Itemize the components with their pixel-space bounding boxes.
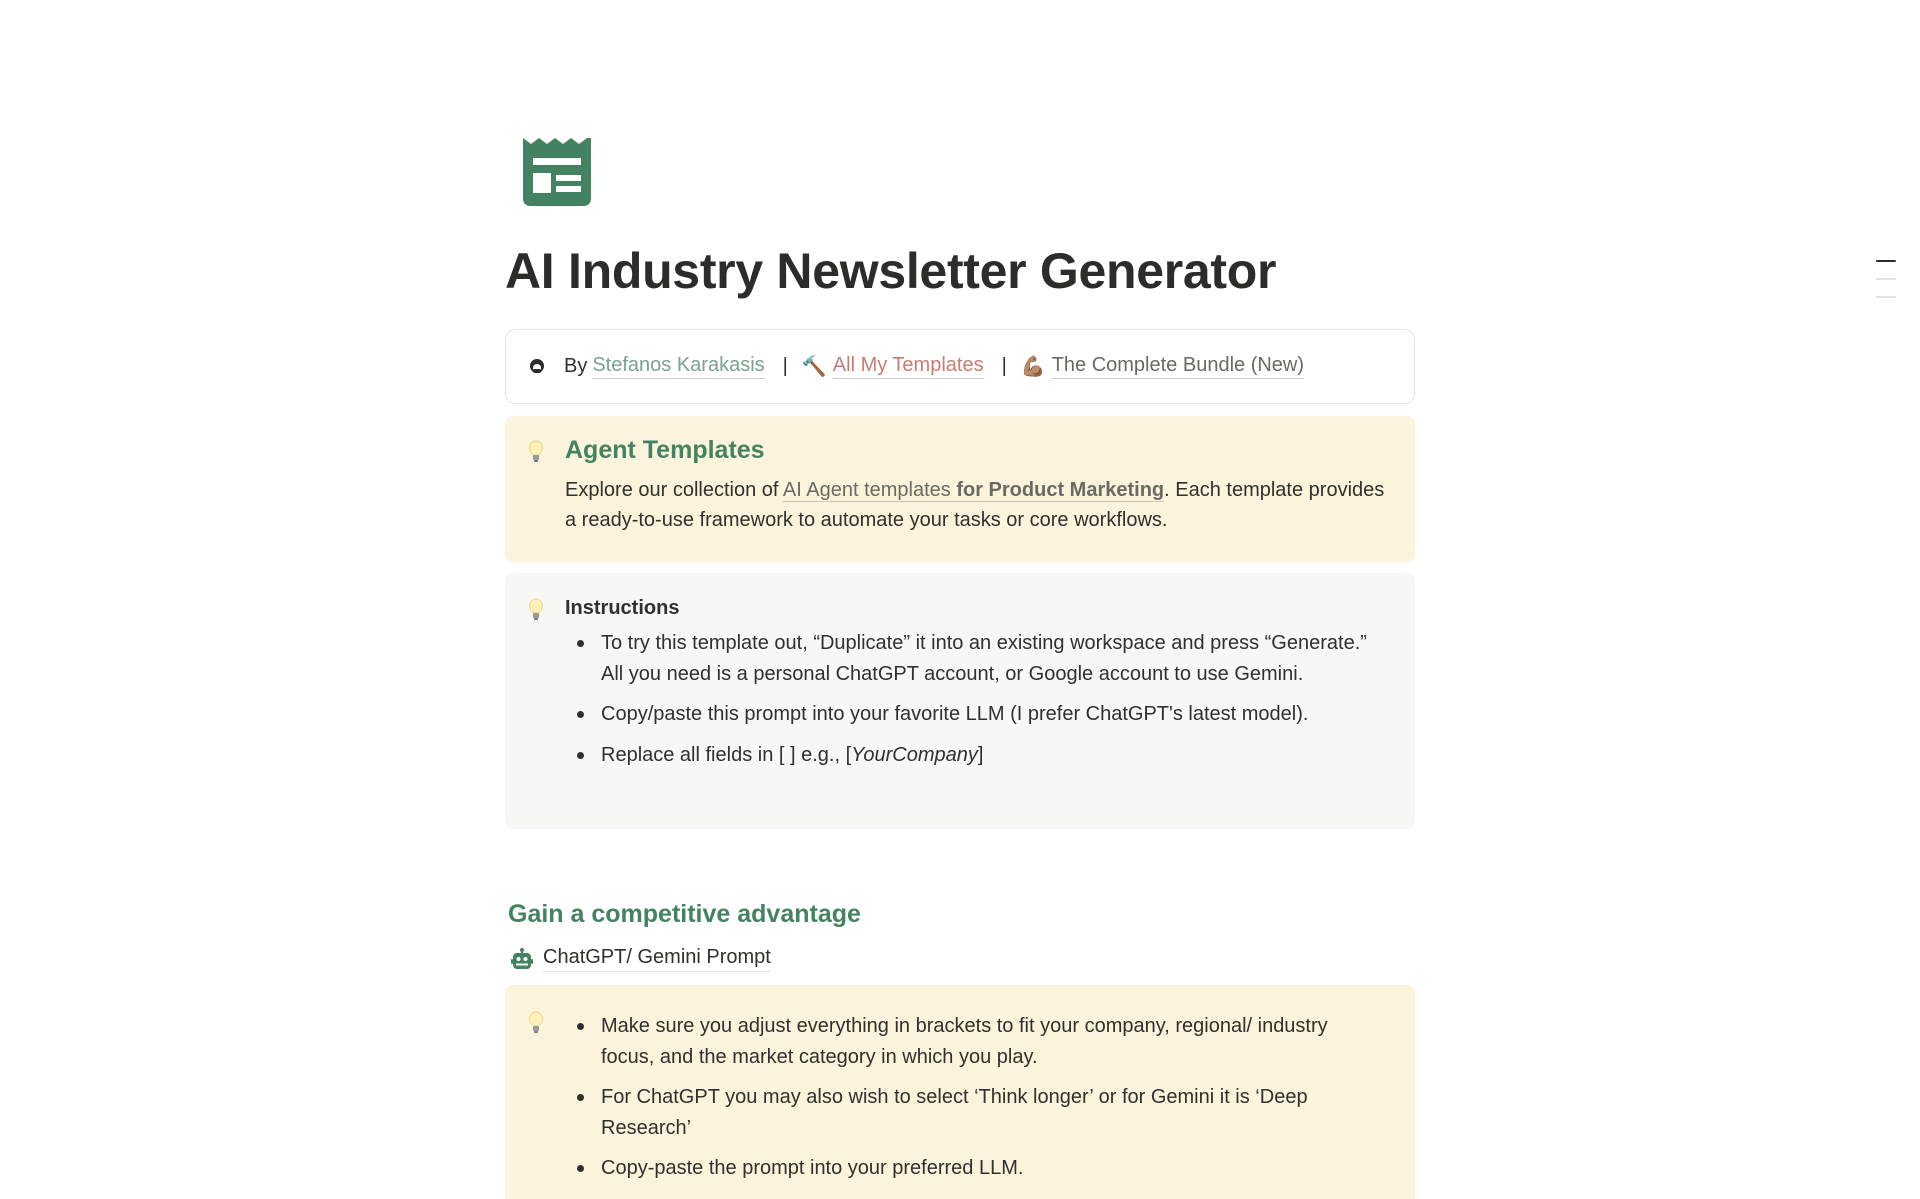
tips-list bbox=[565, 1011, 1385, 1184]
toc-item[interactable] bbox=[1876, 260, 1896, 262]
callout-body bbox=[565, 475, 1385, 535]
body-text: . Each template provides a ready-to-use framework to automate your tasks or core workflows. bbox=[565, 479, 1385, 531]
section-heading: Gain a competitive advantage bbox=[508, 900, 861, 928]
newspaper-icon[interactable] bbox=[521, 136, 593, 208]
lightbulb-icon bbox=[528, 598, 544, 622]
toc-item[interactable] bbox=[1876, 296, 1896, 298]
toc-item[interactable] bbox=[1876, 278, 1896, 280]
author-avatar bbox=[528, 358, 546, 376]
chatgpt-gemini-prompt-link[interactable] bbox=[511, 946, 771, 972]
complete-bundle-link[interactable]: The Complete Bundle (New) bbox=[1052, 354, 1304, 379]
author-link[interactable]: Stefanos Karakasis bbox=[592, 354, 764, 379]
page-title: AI Industry Newsletter Generator bbox=[505, 243, 1277, 299]
list-item: To try this template out, “Duplicate” it into an existing workspace and press “Generate.” All you need is a personal ChatGPT account, or Google account to use Gemini. bbox=[565, 628, 1385, 689]
lightbulb-icon bbox=[528, 1011, 544, 1035]
item-italic-text: YourCompany bbox=[851, 743, 978, 766]
item-text: ] bbox=[977, 743, 984, 766]
link-text-bold: for Product Marketing bbox=[956, 479, 1165, 501]
robot-icon bbox=[511, 948, 533, 970]
item-text: Replace all fields in [ ] e.g., [ bbox=[601, 743, 852, 766]
all-templates-link[interactable]: All My Templates bbox=[833, 354, 984, 379]
lightbulb-icon bbox=[528, 440, 544, 464]
list-item: For ChatGPT you may also wish to select ‘Think longer’ or for Gemini it is ‘Deep Research’ bbox=[565, 1082, 1385, 1143]
list-item bbox=[565, 740, 1385, 771]
flexed-biceps-icon: 💪🏽 bbox=[1020, 356, 1046, 378]
byline-box bbox=[505, 329, 1415, 404]
agent-templates-link[interactable] bbox=[783, 479, 1164, 502]
hammer-icon: 🔨 bbox=[801, 356, 827, 378]
list-item: Copy/paste this prompt into your favorite LLM (I prefer ChatGPT's latest model). bbox=[565, 699, 1385, 730]
instructions-callout bbox=[505, 573, 1415, 829]
separator: | bbox=[1001, 355, 1007, 377]
tips-callout bbox=[505, 985, 1415, 1199]
body-text: Explore our collection of bbox=[565, 479, 783, 501]
by-label: By bbox=[564, 355, 588, 377]
list-item: Copy-paste the prompt into your preferred LLM. bbox=[565, 1153, 1385, 1184]
separator: | bbox=[782, 355, 788, 377]
list-item: Make sure you adjust everything in brackets to fit your company, regional/ industry focus, and the market category in which you play. bbox=[565, 1011, 1385, 1072]
table-of-contents[interactable] bbox=[1876, 260, 1896, 314]
agent-templates-callout bbox=[505, 416, 1415, 562]
prompt-link-text: ChatGPT/ Gemini Prompt bbox=[543, 946, 771, 972]
instructions-list bbox=[565, 628, 1385, 770]
callout-heading: Agent Templates bbox=[565, 436, 765, 464]
link-text: AI Agent templates bbox=[782, 479, 957, 501]
instructions-heading: Instructions bbox=[565, 597, 680, 619]
